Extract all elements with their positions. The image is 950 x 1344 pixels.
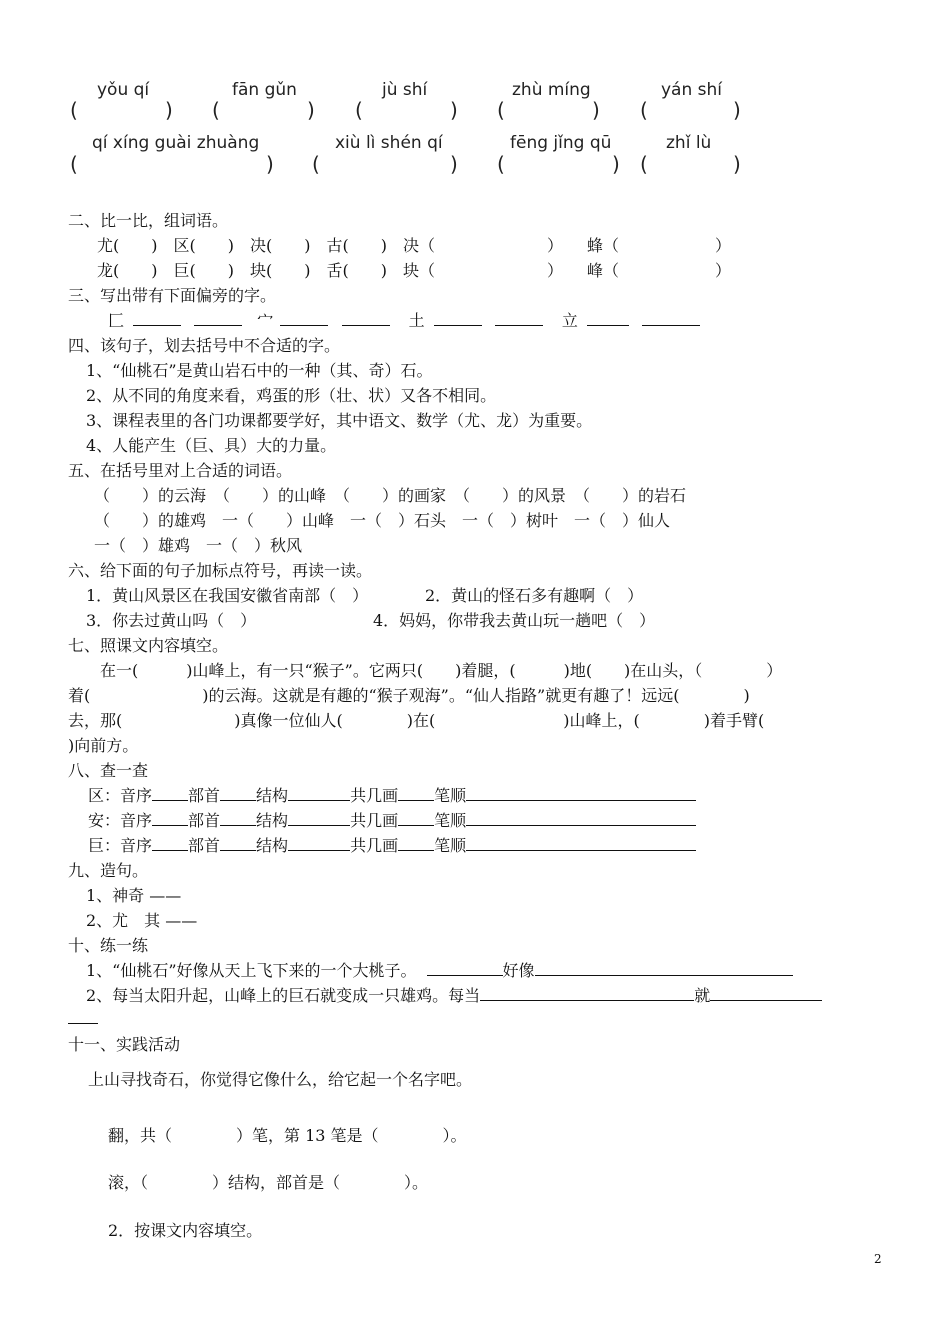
pinyin: zhù míng [512, 80, 591, 100]
lookup-row: 安：音序 部首 结构 共几画 笔顺 [88, 811, 696, 831]
section-6-title: 六、给下面的句子加标点符号，再读一读。 [68, 561, 373, 580]
paren-left: ( [497, 98, 505, 122]
stroke-question: 翻，共（ ）笔，第 13 笔是（ ）。 [108, 1126, 467, 1145]
section-3-title: 三、写出带有下面偏旁的字。 [68, 286, 277, 305]
structure-question: 滚，（ ）结构，部首是（ ）。 [108, 1173, 429, 1192]
sentence: 3．你去过黄山吗（ ） [86, 611, 257, 630]
pinyin: fēng jǐng qū [510, 133, 612, 153]
sentence: 4．妈妈，你带我去黄山玩一趟吧（ ） [373, 611, 656, 630]
sentence-item: 2、尤 其 —— [86, 911, 198, 930]
blank-line[interactable] [288, 836, 350, 851]
pinyin: jù shí [382, 80, 428, 100]
section-9-title: 九、造句。 [68, 861, 149, 880]
blank-line[interactable] [398, 811, 434, 826]
blank-line[interactable] [642, 311, 700, 326]
radical: 土 [408, 311, 425, 330]
blank-line[interactable] [466, 836, 696, 851]
lookup-row: 巨：音序 部首 结构 共几画 笔顺 [88, 836, 696, 856]
blank-line[interactable] [710, 986, 822, 1001]
sentence: 4、人能产生（巨、具）大的力量。 [86, 436, 337, 455]
pinyin: xiù lì shén qí [335, 133, 443, 153]
section-11-title: 十一、实践活动 [68, 1035, 181, 1054]
blank-line[interactable] [220, 836, 256, 851]
sentence: 2、从不同的角度来看，鸡蛋的形（壮、状）又各不相同。 [86, 386, 497, 405]
blank-line[interactable] [495, 311, 543, 326]
blank-line[interactable] [434, 311, 482, 326]
paren-right: ) [450, 98, 458, 122]
section-2-title: 二、比一比，组词语。 [68, 211, 229, 230]
section-4-title: 四、该句子，划去括号中不合适的字。 [68, 336, 341, 355]
paren-left: ( [640, 98, 648, 122]
blank-line[interactable] [466, 786, 696, 801]
paren-left: ( [497, 152, 505, 176]
paren-right: ) [733, 152, 741, 176]
blank-line[interactable] [152, 811, 188, 826]
paren-right: ) [592, 98, 600, 122]
sentence: 3、课程表里的各门功课都要学好，其中语文、数学（尤、龙）为重要。 [86, 411, 593, 430]
paren-left: ( [70, 152, 78, 176]
paren-right: ) [733, 98, 741, 122]
section-5-row-1: （ ）的云海 （ ）的山峰 （ ）的画家 （ ）的风景 （ ）的岩石 [94, 486, 687, 505]
section-5-row-2: （ ）的雄鸡 一（ ）山峰 一（ ）石头 一（ ）树叶 一（ ）仙人 [94, 511, 671, 530]
pinyin: fān gǔn [232, 80, 297, 100]
sentence: 1、“仙桃石”是黄山岩石中的一种（其、奇）石。 [86, 361, 433, 380]
passage-line: 着( )的云海。这就是有趣的“猴子观海”。“仙人指路”就更有趣了！远远( ) [68, 686, 750, 705]
blank-line[interactable] [342, 311, 390, 326]
blank-line[interactable] [68, 1022, 98, 1024]
pinyin: qí xíng guài zhuàng [92, 133, 260, 153]
radical: 立 [561, 311, 578, 330]
lookup-char: 安 [88, 811, 105, 830]
page-number: 2 [874, 1252, 882, 1266]
blank-line[interactable] [288, 811, 350, 826]
blank-line[interactable] [220, 786, 256, 801]
practice-line: 2、每当太阳升起，山峰上的巨石就变成一只雄鸡。每当 就 [86, 986, 822, 1006]
fill-question: 2．按课文内容填空。 [108, 1221, 263, 1240]
blank-line[interactable] [466, 811, 696, 826]
lookup-char: 区 [88, 786, 105, 805]
paren-right: ) [266, 152, 274, 176]
paren-left: ( [70, 98, 78, 122]
sentence: 1．黄山风景区在我国安徽省南部（ ） [86, 586, 369, 605]
pinyin: yǒu qí [97, 80, 150, 100]
paren-right: ) [612, 152, 620, 176]
pinyin: yán shí [661, 80, 723, 100]
blank-line[interactable] [480, 986, 694, 1001]
blank-line[interactable] [535, 961, 793, 976]
passage-line: 在一( )山峰上，有一只“猴子”。它两只( )着腿，( )地( )在山头，（ ） [100, 661, 783, 680]
blank-line[interactable] [398, 786, 434, 801]
lookup-char: 巨 [88, 836, 105, 855]
sentence-item: 1、神奇 —— [86, 886, 182, 905]
section-5-title: 五、在括号里对上合适的词语。 [68, 461, 293, 480]
paren-left: ( [355, 98, 363, 122]
paren-right: ) [450, 152, 458, 176]
section-2-row-1: 尤( ) 区( ) 决( ) 古( ) 决（ ） 蜂（ ） [97, 236, 731, 255]
pinyin: zhǐ lù [666, 133, 712, 153]
paren-left: ( [312, 152, 320, 176]
blank-line[interactable] [133, 311, 181, 326]
section-5-row-3: 一（ ）雄鸡 一（ ）秋风 [94, 536, 303, 555]
paren-left: ( [640, 152, 648, 176]
section-10-title: 十、练一练 [68, 936, 149, 955]
paren-right: ) [307, 98, 315, 122]
blank-line[interactable] [288, 786, 350, 801]
blank-line[interactable] [152, 836, 188, 851]
paren-left: ( [212, 98, 220, 122]
paren-right: ) [165, 98, 173, 122]
blank-line[interactable] [398, 836, 434, 851]
section-7-title: 七、照课文内容填空。 [68, 636, 229, 655]
blank-line[interactable] [587, 311, 629, 326]
lookup-row: 区：音序 部首 结构 共几画 笔顺 [88, 786, 696, 806]
activity-text: 上山寻找奇石，你觉得它像什么，给它起一个名字吧。 [88, 1070, 473, 1089]
sentence: 2．黄山的怪石多有趣啊（ ） [425, 586, 644, 605]
blank-line[interactable] [427, 961, 503, 976]
section-8-title: 八、查一查 [68, 761, 149, 780]
passage-line: 去，那( )真像一位仙人( )在( )山峰上，( )着手臂( [68, 711, 765, 730]
radical: 匚 [108, 311, 125, 330]
radical: 宀 [257, 311, 274, 330]
section-3-row [108, 311, 700, 331]
practice-line: 1、“仙桃石”好像从天上飞下来的一个大桃子。 好像 [86, 961, 793, 981]
blank-line[interactable] [220, 811, 256, 826]
blank-line[interactable] [280, 311, 328, 326]
section-2-row-2: 龙( ) 巨( ) 块( ) 舌( ) 块（ ） 峰（ ） [97, 261, 731, 280]
passage-line: )向前方。 [68, 736, 139, 755]
blank-line[interactable] [194, 311, 242, 326]
blank-line[interactable] [152, 786, 188, 801]
